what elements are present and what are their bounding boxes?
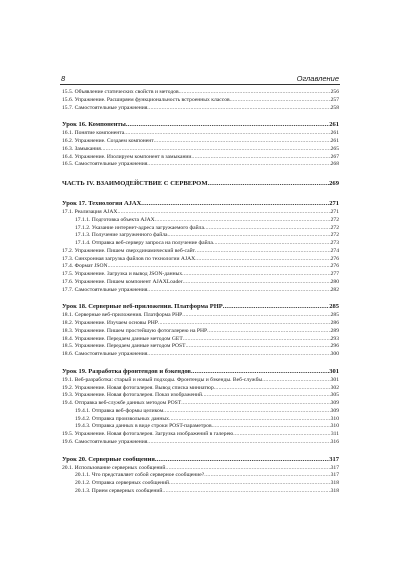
table-of-contents (62, 89, 339, 496)
toc-entry-title: 16.4. Упражнение. Изолируем компонент в замыкании (62, 153, 192, 160)
toc-entry-title: 19.3. Упражнение. Новая фотогалерея. Показ изображений (62, 392, 202, 399)
toc-entry-page: 267 (330, 153, 339, 160)
toc-entry-title: 15.6. Упражнение. Расширяем функциональность встроенных классов (62, 96, 230, 103)
toc-entry-page: 296 (330, 343, 339, 350)
toc-entry (62, 377, 339, 385)
toc-entry-title: 16.5. Самостоятельные упражнения (62, 161, 148, 168)
toc-entry-page: 258 (330, 104, 339, 111)
dot-leader (147, 105, 330, 113)
toc-part-heading: ЧАСТЬ IV. ВЗАИМОДЕЙСТВИЕ С СЕРВЕРОМ ..... 269 (62, 178, 339, 189)
toc-entry (62, 97, 339, 105)
toc-entry (62, 351, 339, 359)
toc-entry-title: 18.2. Упражнение. Изучаем основы PHP (62, 320, 158, 326)
toc-entry-title: 17.1. Реализация AJAX (62, 209, 118, 215)
toc-entry-page: 261 (330, 138, 339, 144)
dot-leader (182, 271, 330, 279)
toc-entry-title: 19.4.3. Отправка данных в виде строки POST-параметров (75, 423, 212, 430)
toc-entry (62, 416, 339, 424)
toc-entry (62, 217, 339, 225)
dot-leader (233, 431, 331, 439)
toc-entry-page: 305 (330, 392, 339, 399)
toc-entry-page: 285 (330, 312, 339, 319)
dot-leader (169, 416, 331, 424)
dot-leader (162, 488, 330, 496)
header-rule (60, 84, 340, 85)
toc-entry-page: 318 (330, 487, 339, 494)
running-title: Оглавление (296, 74, 339, 83)
toc-entry-page: 272 (330, 216, 339, 223)
toc-entry-page: 309 (330, 407, 339, 414)
toc-entry-title: 18.3. Упражнение. Пишем простейшую фотогалерею на PHP (62, 327, 208, 334)
toc-entry-title: 15.7. Самостоятельные упражнения (62, 104, 148, 111)
toc-entry-page: 286 (330, 320, 339, 326)
dot-leader (168, 232, 331, 240)
toc-entry-page: 301 (330, 376, 339, 383)
dot-leader (195, 256, 330, 264)
toc-entry-page: 276 (330, 263, 339, 270)
toc-entry-title: 19.5. Упражнение. Новая фотогалерея. Загрузка изображений в галерею (62, 431, 234, 437)
toc-entry-title: 16.2. Упражнение. Создаем компонент (62, 138, 154, 144)
toc-entry (62, 385, 339, 393)
toc-lesson-heading: Урок 20. Серверные сообщения ..... 317 (62, 454, 339, 465)
dot-leader (154, 138, 331, 146)
toc-entry-title: 19.4.2. Отправка произвольных данных (75, 415, 169, 422)
dot-leader (158, 320, 331, 328)
dot-leader (124, 130, 330, 138)
dot-leader (191, 154, 330, 162)
dot-leader (163, 408, 330, 416)
toc-entry-page: 302 (330, 384, 339, 391)
dot-leader (147, 439, 330, 447)
toc-entry (62, 439, 339, 447)
dot-leader (230, 97, 331, 105)
toc-entry-page: 317 (330, 472, 339, 479)
dot-leader (207, 328, 330, 336)
dot-leader (117, 209, 330, 217)
toc-entry-title: 20.1.1. Что представляет собой серверное сообщение? (75, 472, 205, 479)
page-number: 8 (61, 74, 66, 83)
toc-entry-title: 17.1.1. Подготовка объекта AJAX (75, 216, 155, 223)
toc-entry (62, 328, 339, 336)
dot-leader (101, 146, 331, 154)
toc-entry (62, 423, 339, 431)
toc-entry (62, 279, 339, 287)
dot-leader (169, 480, 331, 488)
toc-entry-page: 318 (330, 480, 339, 486)
toc-entry-page: 311 (330, 431, 339, 437)
toc-entry (62, 465, 339, 473)
dot-leader (204, 472, 330, 480)
toc-entry-page: 261 (330, 130, 339, 137)
toc-entry (62, 161, 339, 169)
toc-entry (62, 408, 339, 416)
toc-entry (62, 287, 339, 295)
toc-entry (62, 392, 339, 400)
dot-leader (204, 225, 331, 233)
dot-leader (195, 248, 331, 256)
toc-entry (62, 472, 339, 480)
toc-entry-title: 16.3. Замыкания (62, 145, 101, 152)
toc-entry-title: 17.7. Самостоятельные упражнения (62, 286, 148, 293)
toc-entry (62, 225, 339, 233)
toc-entry (62, 271, 339, 279)
toc-entry (62, 400, 339, 408)
toc-entry-title: 18.5. Упражнение. Передаем данные методом POST (62, 343, 186, 350)
toc-entry-page: 271 (330, 209, 339, 215)
toc-entry (62, 312, 339, 320)
toc-entry (62, 480, 339, 488)
toc-entry-page: 293 (330, 335, 339, 342)
toc-entry-title: 19.1. Веб-разработка: старый и новый подходы. Фронтенды и бэкенды. Веб-службы (62, 376, 263, 383)
toc-entry-page: 256 (330, 89, 339, 95)
toc-entry-title: 19.4. Отправка веб-службе данных методом POST (62, 400, 182, 406)
toc-entry-page: 317 (330, 464, 339, 471)
toc-entry-title: 19.2. Упражнение. Новая фотогалерея. Вывод списка миниатюр (62, 384, 214, 391)
dot-leader (181, 400, 330, 408)
toc-entry-page: 274 (330, 247, 339, 254)
toc-entry (62, 146, 339, 154)
toc-entry-title: 17.4. Формат JSON (62, 263, 108, 270)
toc-entry (62, 130, 339, 138)
dot-leader (147, 161, 330, 169)
toc-entry-title: 16.1. Понятие компонента (62, 130, 125, 137)
toc-entry-page: 310 (330, 423, 339, 430)
dot-leader (183, 336, 331, 344)
toc-entry-title: 17.3. Синхронная загрузка файлов по технологии AJAX (62, 255, 196, 262)
toc-lesson-heading: Урок 17. Технология AJAX ..... 271 (62, 198, 339, 209)
toc-entry (62, 320, 339, 328)
toc-entry-title: 17.1.4. Отправка веб-серверу запроса на получение файла (75, 240, 213, 246)
toc-entry-page: 257 (330, 96, 339, 103)
toc-entry-title: 17.1.2. Указание интернет-адреса загружаемого файла (75, 224, 204, 231)
toc-entry (62, 263, 339, 271)
toc-entry-page: 265 (330, 145, 339, 152)
dot-leader (182, 312, 330, 320)
toc-entry-title: 18.4. Упражнение. Передаем данные методом GET (62, 335, 183, 342)
toc-entry-page: 273 (330, 240, 339, 246)
toc-lesson-heading: Урок 18. Серверные веб-приложения. Платформа PHP ..... 285 (62, 301, 339, 312)
toc-entry-page: 300 (330, 351, 339, 357)
toc-entry-title: 19.4.1. Отправка веб-формы целиком (75, 407, 164, 414)
toc-entry-page: 309 (330, 400, 339, 406)
toc-entry-title: 18.1. Серверные веб-приложения. Платформа PHP (62, 312, 183, 319)
toc-entry-title: 20.1.3. Прием серверных сообщений (75, 487, 163, 494)
toc-entry (62, 89, 339, 97)
toc-entry (62, 232, 339, 240)
toc-entry-page: 316 (330, 438, 339, 445)
toc-entry-page: 268 (330, 161, 339, 168)
toc-entry (62, 343, 339, 351)
running-header (60, 74, 340, 86)
dot-leader (179, 89, 331, 97)
toc-entry-page: 272 (330, 224, 339, 231)
dot-leader (165, 465, 330, 473)
toc-entry (62, 488, 339, 496)
toc-entry-title: 17.6. Упражнение. Пишем компонент AJAXLoader (62, 278, 183, 285)
dot-leader (202, 392, 331, 400)
dot-leader (262, 377, 330, 385)
toc-entry-title: 15.5. Объявление статических свойств и методов (62, 89, 179, 95)
dot-leader (155, 217, 331, 225)
toc-entry-page: 280 (330, 278, 339, 285)
dot-leader (147, 351, 330, 359)
toc-entry-page: 289 (330, 327, 339, 334)
dot-leader (186, 343, 331, 351)
dot-leader (108, 263, 331, 271)
toc-entry-page: 276 (330, 255, 339, 262)
toc-entry (62, 138, 339, 146)
toc-entry-title: 19.6. Самостоятельные упражнения (62, 438, 148, 445)
toc-entry (62, 336, 339, 344)
toc-entry-title: 17.1.3. Получение загруженного файла (75, 232, 168, 239)
dot-leader (183, 279, 331, 287)
dot-leader (213, 240, 331, 248)
toc-entry-title: 18.6. Самостоятельные упражнения (62, 351, 148, 357)
toc-entry-title: 20.1.2. Отправка серверных сообщений (75, 480, 170, 486)
toc-entry (62, 240, 339, 248)
toc-entry-page: 310 (330, 415, 339, 422)
toc-entry (62, 431, 339, 439)
toc-entry-page: 272 (330, 232, 339, 239)
toc-entry-title: 17.5. Упражнение. Загрузка и вывод JSON-данных (62, 271, 183, 277)
toc-entry-page: 277 (330, 271, 339, 277)
dot-leader (212, 423, 331, 431)
toc-entry (62, 105, 339, 113)
toc-lesson-heading: Урок 16. Компоненты ..... 261 (62, 119, 339, 130)
toc-entry (62, 256, 339, 264)
toc-entry-page: 282 (330, 286, 339, 293)
toc-entry (62, 248, 339, 256)
toc-lesson-heading: Урок 19. Разработка фронтендов и бэкендов ..... 301 (62, 366, 339, 377)
toc-entry-title: 17.2. Упражнение. Пишем сверхдинамический веб-сайт (62, 247, 196, 254)
toc-entry (62, 209, 339, 217)
dot-leader (147, 287, 330, 295)
toc-entry-title: 20.1. Использование серверных сообщений (62, 464, 166, 471)
dot-leader (214, 385, 331, 393)
toc-entry (62, 154, 339, 162)
